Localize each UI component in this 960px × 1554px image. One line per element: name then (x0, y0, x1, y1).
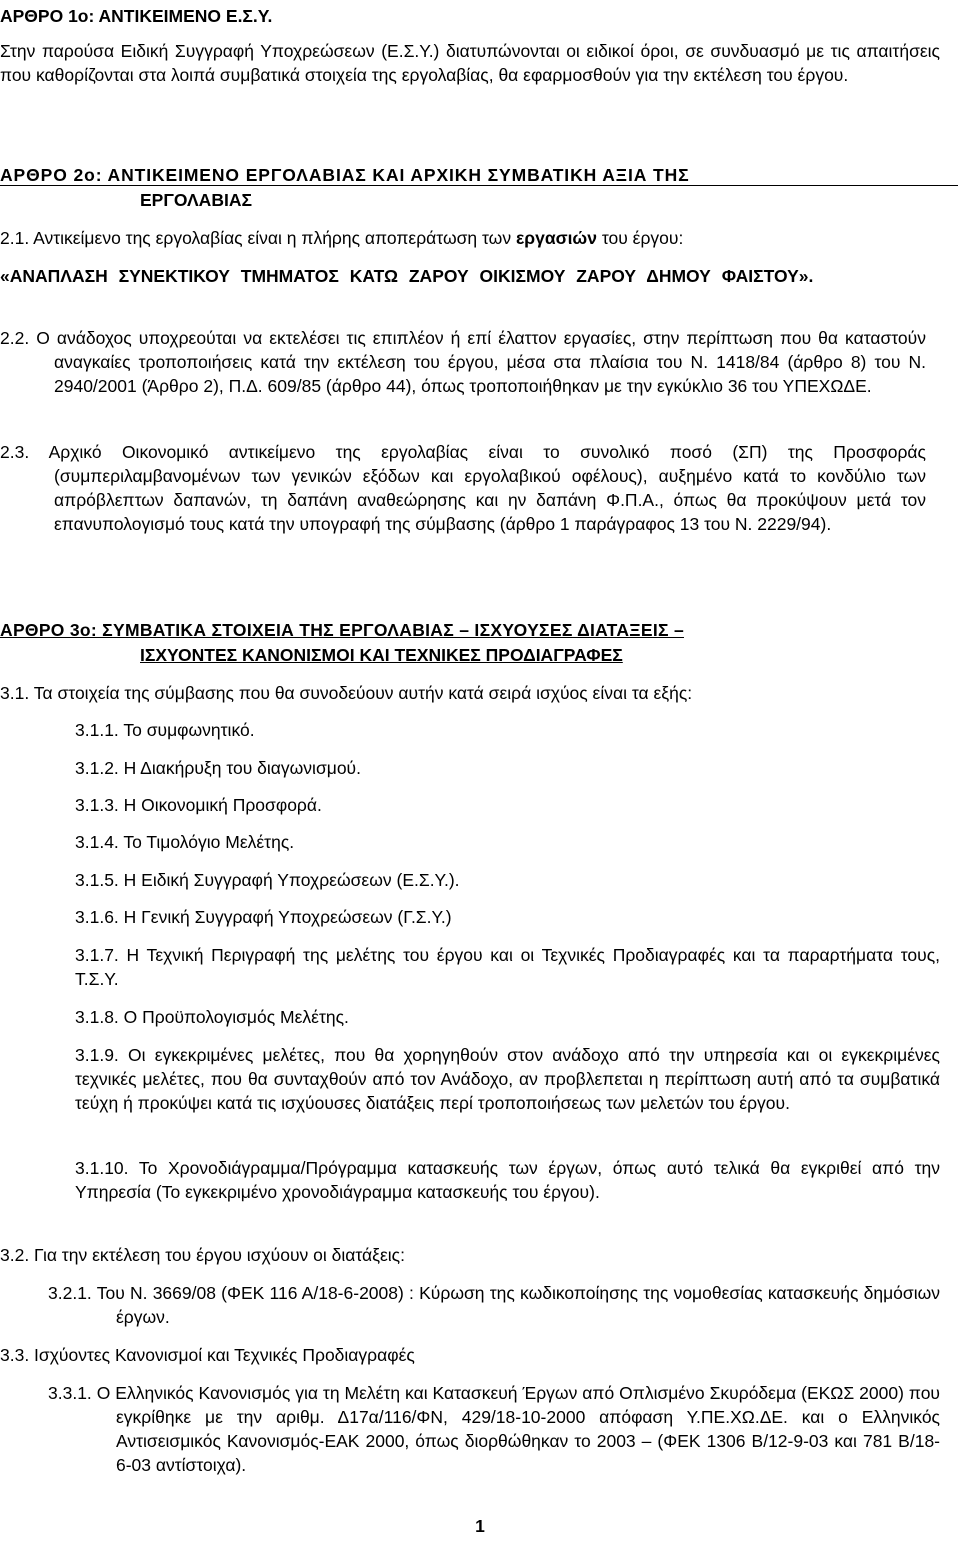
paragraph-3-2-1: 3.2.1. Του Ν. 3669/08 (ΦΕΚ 116 Α/18-6-2008) : Κύρωση της κωδικοποίησης της νομοθεσίας κατασκευής δημόσιων έργων. (48, 1283, 940, 1327)
list-item-3-1-1: 3.1.1. Το συμφωνητικό. (75, 720, 255, 740)
paragraph-2-2: 2.2. Ο ανάδοχος υποχρεούται να εκτελέσει τις επιπλέον ή επί έλαττον εργασίες, στην περίπτωση που θα καταστούν αναγκαίες τροποποιήσεις κατά την εκτέλεση του έργου, μέσα στα πλαίσια του Ν. 1418/84 (άρθρο 8) του Ν. 2940/2001 (Άρθρο 2), Π.Δ. 609/85 (άρθρο 44), όπως τροποποιήθηκαν με την εγκύκλιο 36 του ΥΠΕΧΩΔΕ. (0, 328, 926, 396)
article-3-heading-line2: ΙΣΧΥΟΝΤΕΣ ΚΑΝΟΝΙΣΜΟΙ ΚΑΙ ΤΕΧΝΙΚΕΣ ΠΡΟΔΙΑΓΡΑΦΕΣ (140, 645, 623, 665)
paragraph-2-3: 2.3. Αρχικό Οικονομικό αντικείμενο της εργολαβίας είναι το συνολικό ποσό (ΣΠ) της Προσφοράς (συμπεριλαμβανομένων των γενικών εξόδων και εργολαβικού οφέλους), αυξημένο κατά το κονδύλιο των απρόβλεπτων δαπανών, τη δαπάνη αναθεώρησης και ην δαπάνη Φ.Π.Α., όπως θα προκύψουν μετά τον επανυπολογισμό τους κατά την υπογραφή της σύμβασης (άρθρο 1 παράγραφος 13 του Ν. 2229/94). (0, 442, 926, 534)
paragraph-2-1 (0, 226, 940, 250)
article-2-heading-line1 (0, 163, 958, 186)
list-item-3-1-4: 3.1.4. Το Τιμολόγιο Μελέτης. (75, 832, 295, 852)
list-item-3-1-9: 3.1.9. Οι εγκεκριμένες μελέτες, που θα χορηγηθούν στον ανάδοχο από την υπηρεσία και οι εγκεκριμένες τεχνικές μελέτες, που θα συνταχθούν από τον Ανάδοχο, αν προβλεπεται η περίπτωση αυτή από τα συμβατικά τεύχη ή προκύψει κατά τις ισχύουσες διατάξεις περί τροποποιήσεως των μελετών του έργου. (75, 1045, 940, 1113)
list-item-3-1-2: 3.1.2. Η Διακήρυξη του διαγωνισμού. (75, 758, 361, 778)
page-number: 1 (475, 1516, 485, 1536)
article-1-heading: ΑΡΘΡΟ 1ο: ΑΝΤΙΚΕΙΜΕΝΟ Ε.Σ.Υ. (0, 6, 273, 26)
article-2-heading-text: ΑΡΘΡΟ 2ο: ΑΝΤΙΚΕΙΜΕΝΟ ΕΡΓΟΛΑΒΙΑΣ ΚΑΙ ΑΡΧΙΚΗ ΣΥΜΒΑΤΙΚΗ ΑΞΙΑ ΤΗΣ (0, 165, 690, 185)
list-item-3-1-7: 3.1.7. Η Τεχνική Περιγραφή της μελέτης του έργου και οι Τεχνικές Προδιαγραφές και τα παραρτήματα τους, Τ.Σ.Υ. (75, 945, 940, 989)
list-item-3-1-3: 3.1.3. Η Οικονομική Προσφορά. (75, 795, 322, 815)
paragraph-2-1-bold: εργασιών (515, 228, 597, 248)
list-item-3-1-6: 3.1.6. Η Γενική Συγγραφή Υποχρεώσεων (Γ.Σ.Υ.) (75, 907, 452, 927)
paragraph-3-3-1: 3.3.1. Ο Ελληνικός Κανονισμός για τη Μελέτη και Κατασκευή Έργων από Οπλισμένο Σκυρόδεμα (ΕΚΩΣ 2000) που εγκρίθηκε με την αριθμ. Δ17α/116/ΦΝ, 429/18-10-2000 απόφαση Υ.ΠΕ.ΧΩ.ΔΕ. και ο Ελληνικός Αντισεισμικός Κανονισμός-ΕΑΚ 2000, όπως διορθώθηκαν το 2003 – (ΦΕΚ 1306 Β/12-9-03 και 781 Β/18-6-03 αντίστοιχα). (48, 1383, 940, 1475)
list-item-3-1-5: 3.1.5. Η Ειδική Συγγραφή Υποχρεώσεων (Ε.Σ.Υ.). (75, 870, 460, 890)
paragraph-2-1-pre: 2.1. Αντικείμενο της εργολαβίας είναι η πλήρης αποπεράτωση των (0, 228, 516, 248)
list-item-3-1-10: 3.1.10. Το Χρονοδιάγραμμα/Πρόγραμμα κατασκευής των έργων, όπως αυτό τελικά θα εγκριθεί από την Υπηρεσία (Το εγκεκριμένο χρονοδιάγραμμα κατασκευής του έργου). (75, 1158, 940, 1202)
project-title: «ΑΝΑΠΛΑΣΗ ΣΥΝΕΚΤΙΚΟΥ ΤΜΗΜΑΤΟΣ ΚΑΤΩ ΖΑΡΟΥ ΟΙΚΙΣΜΟΥ ΖΑΡΟΥ ΔΗΜΟΥ ΦΑΙΣΤΟΥ». (0, 266, 814, 286)
paragraph-3-3: 3.3. Ισχύοντες Κανονισμοί και Τεχνικές Προδιαγραφές (0, 1345, 415, 1365)
paragraph-3-1: 3.1. Τα στοιχεία της σύμβασης που θα συνοδεύουν αυτήν κατά σειρά ισχύος είναι τα εξής: (0, 683, 693, 703)
article-3-heading-line1: ΑΡΘΡΟ 3ο: ΣΥΜΒΑΤΙΚΑ ΣΤΟΙΧΕΙΑ ΤΗΣ ΕΡΓΟΛΑΒΙΑΣ – ΙΣΧΥΟΥΣΕΣ ΔΙΑΤΑΞΕΙΣ – (0, 620, 684, 640)
paragraph-2-1-post: του έργου: (596, 228, 684, 248)
paragraph-3-2: 3.2. Για την εκτέλεση του έργου ισχύουν οι διατάξεις: (0, 1245, 405, 1265)
list-item-3-1-8: 3.1.8. Ο Προϋπολογισμός Μελέτης. (75, 1007, 349, 1027)
article-2-heading-line2: ΕΡΓΟΛΑΒΙΑΣ (140, 190, 252, 210)
article-1-text: Στην παρούσα Ειδική Συγγραφή Υποχρεώσεων (Ε.Σ.Υ.) διατυπώνονται οι ειδικοί όροι, σε συνδυασμό με τις απαιτήσεις που καθορίζονται στα λοιπά συμβατικά στοιχεία της εργολαβίας, θα εφαρμοσθούν για την εκτέλεση του έργου. (0, 41, 940, 85)
